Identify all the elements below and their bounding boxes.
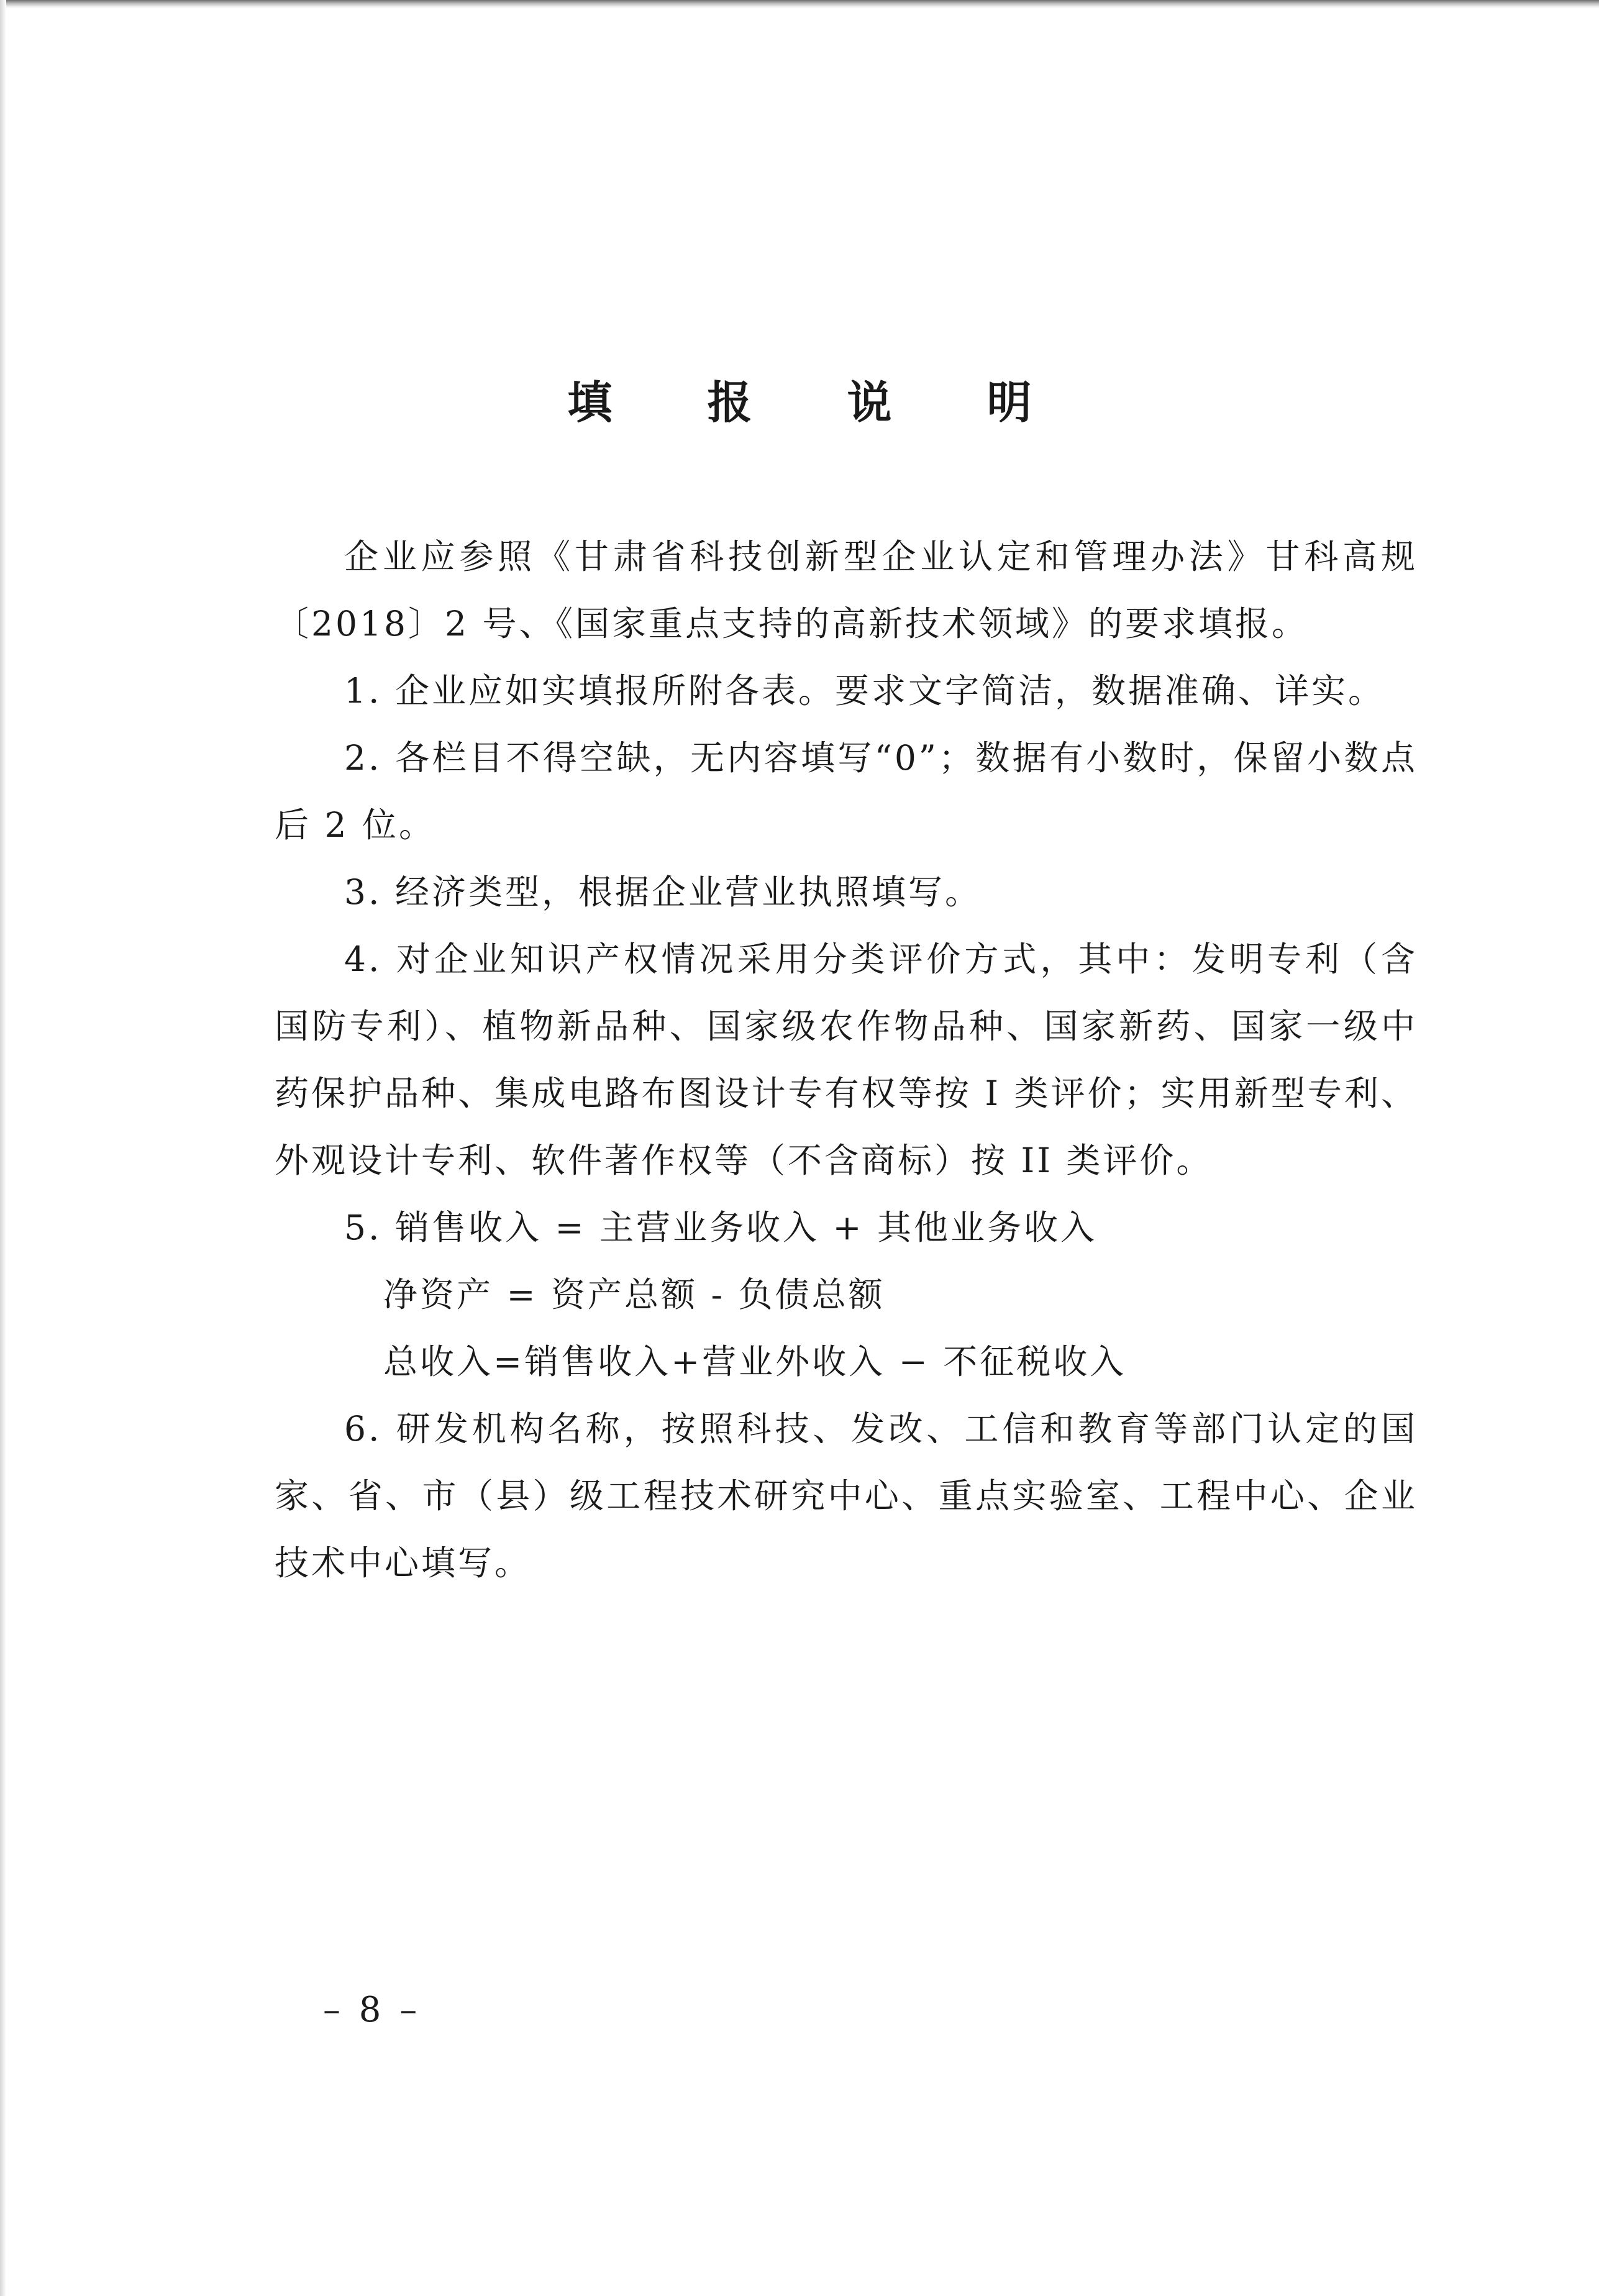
instruction-item-6: 6. 研发机构名称，按照科技、发改、工信和教育等部门认定的国家、省、市（县）级工程技术研究中心、重点实验室、工程中心、企业技术中心填写。 [275,1409,1418,1583]
instruction-item-4: 4. 对企业知识产权情况采用分类评价方式，其中：发明专利（含国防专利）、植物新品种、国家级农作物品种、国家新药、国家一级中药保护品种、集成电路布图设计专有权等按 I 类评价；实用新型专利、外观设计专利、软件著作权等（不含商标）按 II 类评价。 [275,939,1418,1180]
intro-paragraph: 企业应参照《甘肃省科技创新型企业认定和管理办法》甘科高规〔2018〕2 号、《国家重点支持的高新技术领域》的要求填报。 [275,537,1418,644]
instruction-item-5: 5. 销售收入 = 主营业务收入 + 其他业务收入 [344,1208,1098,1247]
page-number: – 8 – [323,1990,421,2030]
instruction-item-1: 1. 企业应如实填报所附各表。要求文字简洁，数据准确、详实。 [344,671,1385,711]
instruction-item-3: 3. 经济类型，根据企业营业执照填写。 [344,872,982,912]
instruction-item-2: 2. 各栏目不得空缺，无内容填写“0”；数据有小数时，保留小数点后 2 位。 [275,738,1418,845]
document-body [275,523,1418,1597]
net-assets-formula: 净资产 = 资产总额 - 负债总额 [383,1275,885,1314]
total-income-formula: 总收入=销售收入+营业外收入 − 不征税收入 [383,1342,1127,1382]
document-title: 填 报 说 明 [567,376,1072,429]
